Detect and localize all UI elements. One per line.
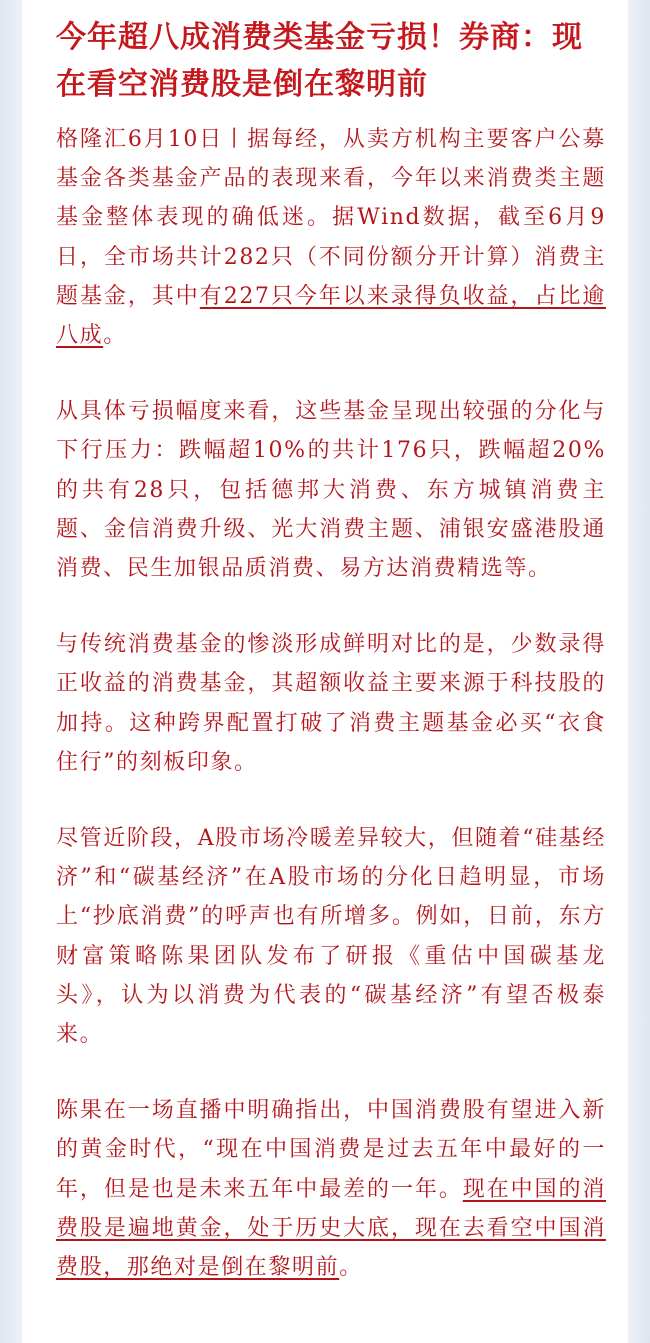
paragraph-5-underlined: 现在中国的消费股是遍地黄金，处于历史大底，现在去看空中国消费股，那绝对是倒在黎明前 [56, 1176, 606, 1281]
right-margin [628, 0, 650, 1343]
paragraph-5-end: 。 [339, 1255, 363, 1281]
paragraph-1-end: 。 [103, 323, 127, 349]
paragraph-1 [56, 120, 606, 355]
paragraph-1-text: 格隆汇6月10日丨据每经，从卖方机构主要客户公募基金各类基金产品的表现来看，今年以来消费类主题基金整体表现的确低迷。据Wind数据，截至6月9日，全市场共计282只（不同份额分开计算）消费主题基金，其中 [56, 127, 606, 309]
paragraph-4: 尽管近阶段，A股市场冷暖差异较大，但随着“硅基经济”和“碳基经济”在A股市场的分化日趋明显，市场上“抄底消费”的呼声也有所增多。例如，日前，东方财富策略陈果团队发布了研报《重估中国碳基龙头》，认为以消费为代表的“碳基经济”有望否极泰来。 [56, 826, 606, 1048]
paragraph-5 [56, 1091, 606, 1287]
paragraph-3: 与传统消费基金的惨淡形成鲜明对比的是，少数录得正收益的消费基金，其超额收益主要来源于科技股的加持。这种跨界配置打破了消费主题基金必买“衣食住行”的刻板印象。 [56, 632, 606, 775]
paragraph-2: 从具体亏损幅度来看，这些基金呈现出较强的分化与下行压力：跌幅超10%的共计176只，跌幅超20%的共有28只，包括德邦大消费、东方城镇消费主题、金信消费升级、光大消费主题、浦银安盛港股通消费、民生加银品质消费、易方达消费精选等。 [56, 399, 606, 582]
paragraph-1-underlined: 有227只今年以来录得负收益，占比逾八成 [56, 283, 606, 349]
article-card [22, 0, 628, 1343]
paragraph-5-text: 陈果在一场直播中明确指出，中国消费股有望进入新的黄金时代，“现在中国消费是过去五年中最好的一年，但是也是未来五年中最差的一年。 [56, 1098, 606, 1202]
article-content [22, 0, 628, 1287]
left-margin [0, 0, 22, 1343]
article-title: 今年超八成消费类基金亏损！券商：现在看空消费股是倒在黎明前 [56, 20, 583, 102]
